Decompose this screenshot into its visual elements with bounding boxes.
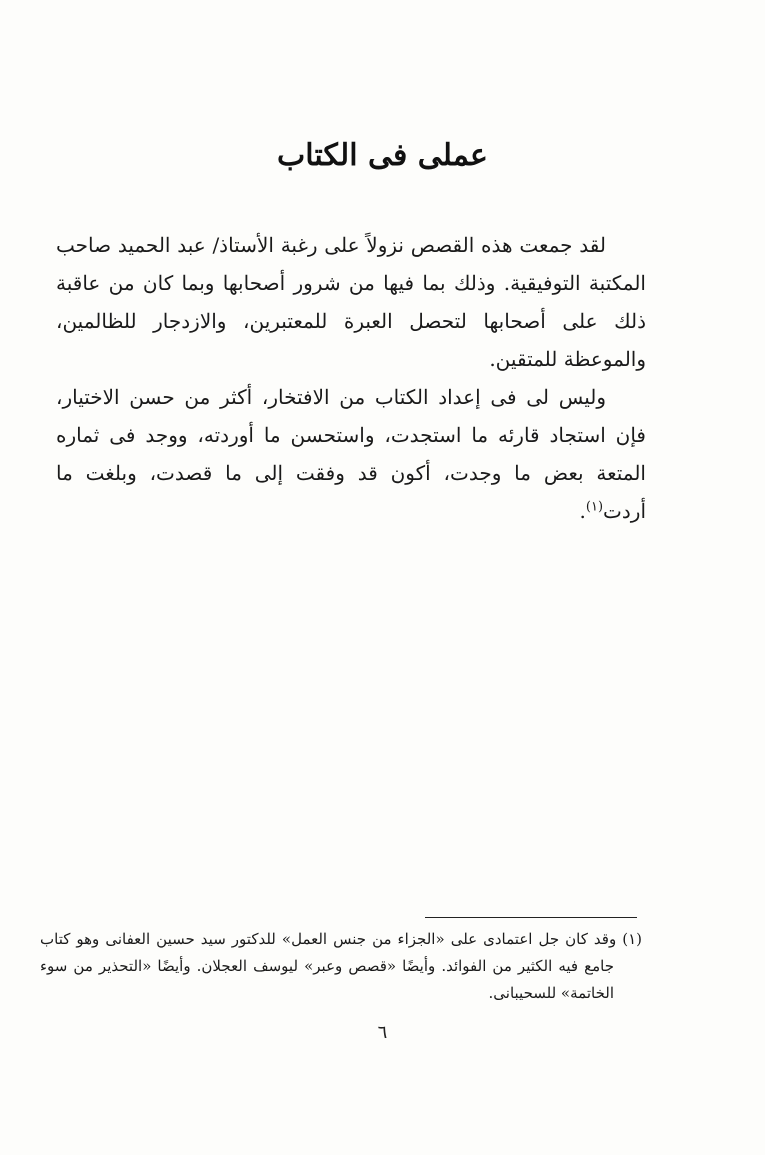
paragraph-1: لقد جمعت هذه القصص نزولاً على رغبة الأستاذ/ عبد الحميد صاحب المكتبة التوفيقية. وذلك بما فيها من شرور أصحابها وبما كان من عاقبة ذلك على أصحابها لتحصل العبرة للمعتبرين، والازدجار للظالمين، والموعظة للمتقين. xyxy=(56,233,646,371)
page-title: عملى فى الكتاب xyxy=(277,138,488,173)
paragraph-2-text: وليس لى فى إعداد الكتاب من الافتخار، أكثر من حسن الاختيار، فإن استجاد قارئه ما استجدت، واستحسن ما أوردته، ووجد فى ثماره المتعة بعض ما وجدت، أكون قد وفقت إلى ما قصدت، وبلغت ما أردت xyxy=(56,385,646,523)
footnote-reference: (١) xyxy=(585,499,604,515)
paragraph-2-period: . xyxy=(579,499,586,523)
footnote xyxy=(40,926,642,1007)
paragraph-2 xyxy=(56,378,646,530)
body-text xyxy=(56,226,646,530)
page-number: ٦ xyxy=(377,1022,388,1043)
footnote-divider xyxy=(425,917,637,918)
footnote-text: (١) وقد كان جل اعتمادى على «الجزاء من جنس العمل» للدكتور سيد حسين العفانى وهو كتاب جامع فيه الكثير من الفوائد. وأيضًا «قصص وعبر» ليوسف العجلان. وأيضًا «التحذير من سوء الخاتمة» للسحيبانى. xyxy=(40,930,642,1002)
